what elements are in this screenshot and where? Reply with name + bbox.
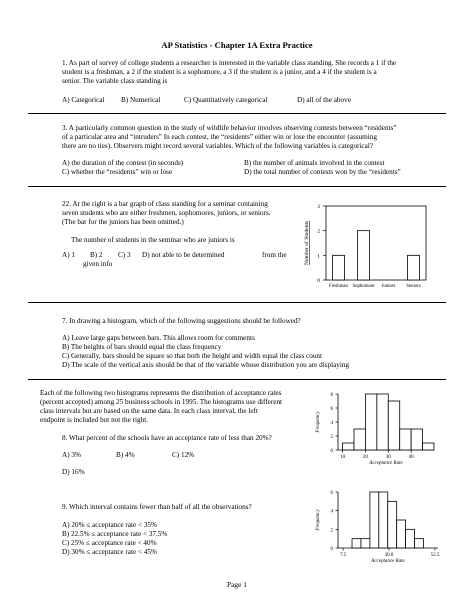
bar (333, 255, 345, 280)
acceptance-rate-histogram-2 (310, 484, 450, 566)
divider (28, 379, 446, 380)
y-tick-label: 6 (330, 491, 333, 496)
question-8-choice-d[interactable]: D) 16% (62, 468, 85, 476)
y-tick-label: 6 (330, 407, 333, 412)
question-8-choice-b[interactable]: B) 4% (116, 451, 135, 459)
question-8-choice-a[interactable]: A) 3% (62, 451, 81, 459)
x-tick-label: Seniors (406, 284, 421, 289)
x-axis-label: Acceptance Rate (369, 461, 403, 466)
question-22-line-3: (The bar for the juniors has been omitted.) (62, 218, 184, 226)
y-tick-label: 0 (317, 278, 320, 284)
x-tick-label: 20 (362, 455, 368, 460)
question-22-line-2: seven students who are either freshmen, sophomores, juniors, or seniors. (62, 209, 271, 217)
question-9-line: 9. Which interval contains fewer than half of all the observations? (62, 503, 252, 511)
bar (408, 255, 420, 280)
divider (28, 302, 446, 303)
question-22-choice-d[interactable]: D) not able to be determined (142, 251, 225, 259)
intro-line-1: Each of the following two histograms represents the distribution of acceptance rates (40, 389, 282, 397)
x-tick-label: Juniors (381, 284, 396, 289)
y-axis-label: Frequency (316, 411, 321, 433)
histogram-bar (379, 492, 388, 548)
y-tick-label: 0 (330, 547, 333, 552)
histogram-bar (352, 539, 361, 548)
question-22-choice-b[interactable]: B) 2 (90, 251, 103, 259)
acceptance-rate-histogram-1 (310, 388, 450, 468)
question-3-choice-d[interactable]: D) the total number of contests won by the “residents” (244, 168, 401, 176)
question-7-choice-d[interactable]: D) The scale of the vertical axis should be that of the variable whose distribution you are displaying (62, 361, 350, 369)
y-axis-label: Frequency (316, 509, 321, 531)
page-title: AP Statistics - Chapter 1A Extra Practice (161, 40, 313, 50)
histogram-bar (370, 492, 379, 548)
question-3-line-3: there are no ties). Observers might record several variables. Which of the following variables is categorical? (62, 142, 374, 150)
y-tick-label: 4 (330, 509, 333, 515)
histogram-bar (397, 520, 406, 548)
question-9-choice-b[interactable]: B) 22.5% ≤ acceptance rate < 37.5% (62, 530, 168, 538)
intro-line-3: class intervals but are based on the same data. In each class interval, the left (40, 407, 258, 415)
question-8-line: 8. What percent of the schools have an acceptance rate of less than 20%? (62, 434, 272, 442)
class-standing-bar-chart (300, 196, 430, 292)
x-tick-label: 40 (408, 455, 414, 460)
y-tick-label: 1 (317, 253, 320, 260)
question-1-line-2: student is a freshman, a 2 if the student is a sophomore, a 3 if the student is a junior, and a 4 if the student is a (62, 68, 377, 76)
question-22-line-1: 22. At the right is a bar graph of class standing for a seminar containing (62, 200, 268, 208)
x-tick-label: 52.5 (430, 553, 440, 558)
histogram-bar (343, 443, 354, 450)
y-tick-label: 4 (330, 421, 333, 426)
question-1-choice-d[interactable]: D) all of the above (297, 96, 351, 104)
question-3-choice-c[interactable]: C) whether the “residents” win or lose (62, 168, 173, 176)
histogram-bar (361, 539, 370, 548)
histogram-bar (400, 429, 411, 450)
question-22-choice-c[interactable]: C) 3 (118, 251, 131, 259)
histogram-bar (388, 501, 397, 548)
divider (28, 186, 446, 187)
histogram-bar (411, 429, 422, 450)
question-22-choice-a[interactable]: A) 1 (62, 251, 75, 259)
question-1-line-1: 1. As part of survey of college students a researcher is interested in the variable class standing. She records a 1 if the (62, 59, 397, 67)
histogram-bar (423, 443, 434, 450)
divider (28, 113, 446, 114)
y-tick-label: 0 (330, 449, 333, 454)
question-22-given: given info (83, 260, 113, 268)
x-tick-label: 30 (385, 455, 391, 460)
question-1-choice-c[interactable]: C) Quantitatively categorical (184, 96, 268, 104)
y-tick-label: 3 (317, 204, 320, 210)
intro-line-2: (percent accepted) among 25 business schools in 1995. The histograms use different (40, 398, 283, 406)
y-axis-label: Number of Students (304, 220, 310, 266)
question-3-line-1: 3. A particularly common question in the study of wildlife behavior involves observing contests between “residents” (62, 124, 397, 132)
y-tick-label: 2 (330, 435, 333, 440)
bar (358, 231, 370, 280)
histogram-bar (365, 394, 376, 450)
question-9-choice-d[interactable]: D) 30% ≤ acceptance rate < 45% (62, 548, 157, 556)
question-1-line-3: senior. The variable class standing is (62, 77, 168, 85)
question-7-choice-a[interactable]: A) Leave large gaps between bars. This allows room for comments (62, 334, 255, 342)
y-tick-label: 2 (330, 528, 333, 534)
question-7-choice-c[interactable]: C) Generally, bars should be square so that both the height and width equal the class count (62, 352, 323, 360)
x-axis-label: Acceptance Rate (371, 559, 405, 564)
question-7-line: 7. In drawing a histogram, which of the following suggestions should be followed? (62, 317, 301, 325)
y-tick-label: 8 (330, 393, 333, 398)
question-1-choice-a[interactable]: A) Categorical (62, 96, 105, 104)
question-3-choice-a[interactable]: A) the duration of the contest (in seconds) (62, 159, 184, 167)
question-9-choice-a[interactable]: A) 20% ≤ acceptance rate < 35% (62, 521, 157, 529)
intro-line-4: endpoint is included but not the right. (40, 416, 148, 424)
x-tick-label: 30.0 (384, 553, 394, 558)
x-tick-label: 7.5 (339, 553, 347, 558)
page-footer: Page 1 (227, 580, 247, 589)
question-7-choice-b[interactable]: B) The heights of bars should equal the class frequency (62, 343, 222, 351)
histogram-bar (415, 539, 424, 548)
histogram-bar (388, 401, 399, 450)
histogram-bar (406, 529, 415, 548)
y-tick-label: 2 (317, 228, 320, 235)
histogram-bar (354, 429, 365, 450)
x-tick-label: 10 (340, 455, 346, 460)
x-tick-label: Sophomore (352, 284, 375, 289)
x-tick-label: Freshman (329, 284, 348, 289)
question-3-line-2: of a particular area and “intruders” In each contest, the “residents” either win or lose the encounter (assuming (62, 133, 377, 141)
question-22-prompt: The number of students in the seminar who are juniors is (71, 236, 235, 244)
question-3-choice-b[interactable]: B) the number of animals involved in the contest (244, 159, 385, 167)
histogram-bar (377, 394, 388, 450)
question-22-choice-d-cont: from the (262, 251, 287, 259)
question-1-choice-b[interactable]: B) Numerical (121, 96, 161, 104)
question-8-choice-c[interactable]: C) 12% (172, 451, 195, 459)
question-9-choice-c[interactable]: C) 25% ≤ acceptance rate < 40% (62, 539, 157, 547)
